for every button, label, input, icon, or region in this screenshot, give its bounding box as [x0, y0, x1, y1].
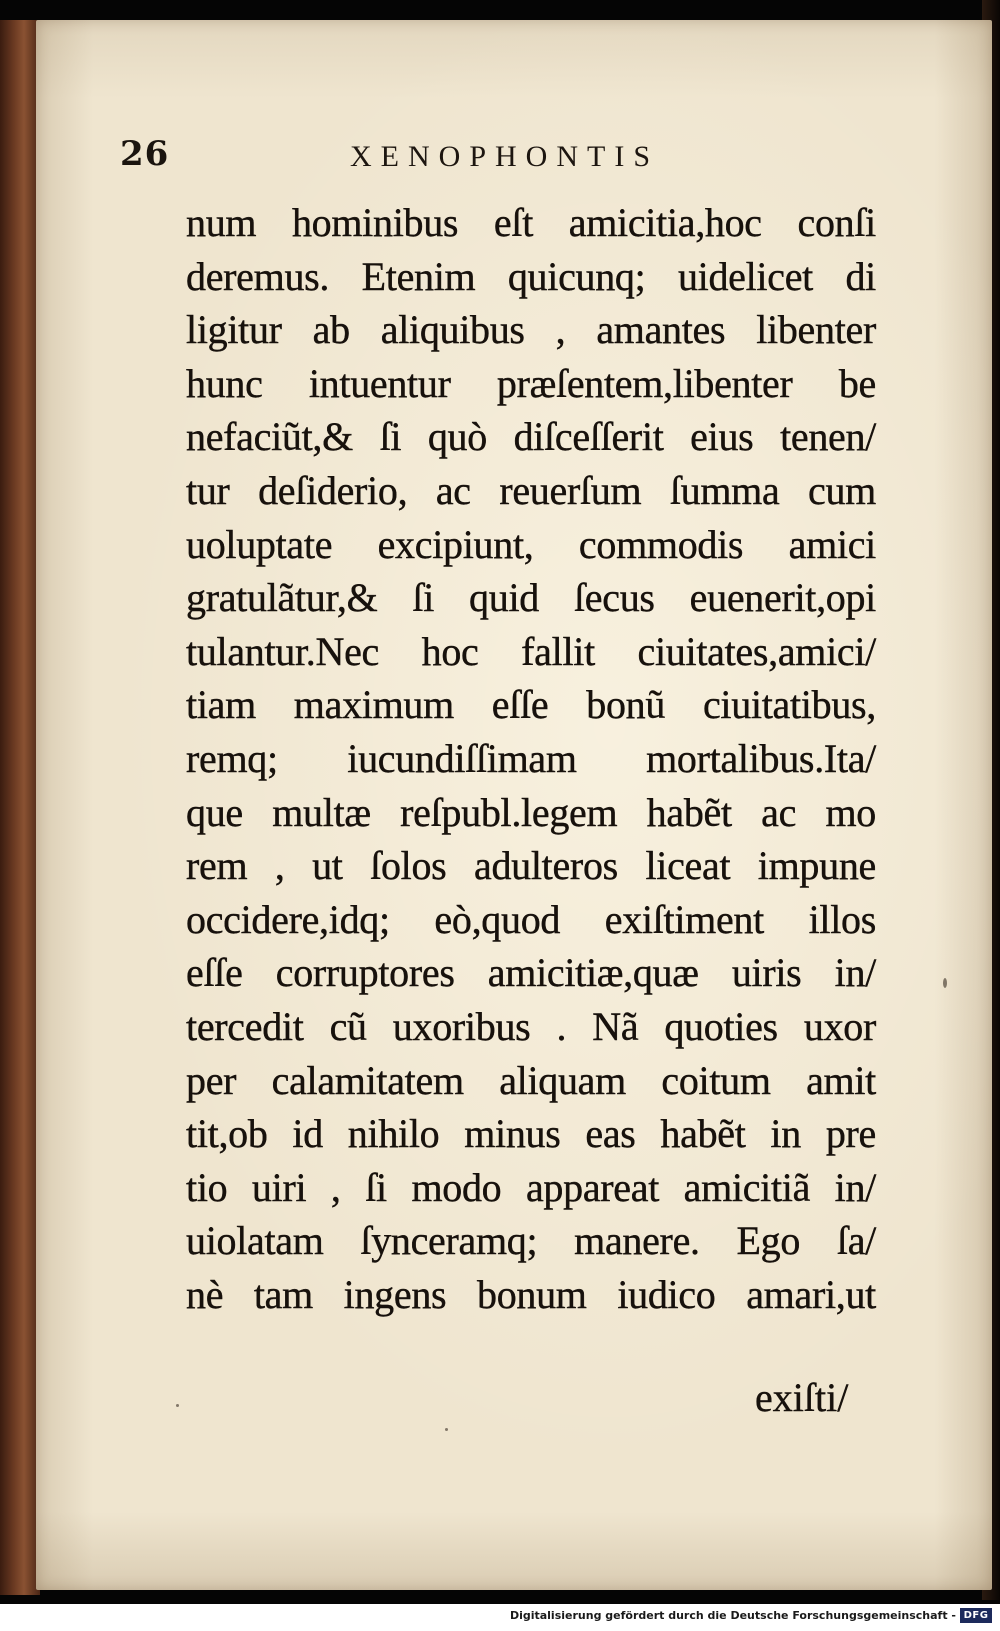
text-line: ligitur ab aliquibus , amantes libenter	[186, 307, 876, 353]
digitization-credit: Digitalisierung gefördert durch die Deutsche Forschungsgemeinschaft -	[509, 1609, 956, 1622]
paper-speck	[445, 1428, 448, 1431]
text-line: uoluptate excipiunt, commodis amici	[186, 521, 876, 567]
book-spine-edge	[0, 20, 40, 1595]
paper-speck	[943, 978, 947, 988]
text-line: per calamitatem aliquam coitum amit	[186, 1057, 876, 1103]
dfg-logo: DFG	[960, 1608, 992, 1623]
text-line: tercedit cũ uxoribus . Nã quoties uxor	[186, 1003, 876, 1049]
text-line: deremus. Etenim quicunq; uidelicet di	[186, 253, 876, 299]
text-line: nè tam ingens bonum iudico amari,ut	[186, 1271, 876, 1317]
text-line: occidere,idq; eò,quod exiſtiment illos	[186, 896, 876, 942]
text-line: tio uiri , ſi modo appareat amicitiã in/	[186, 1164, 876, 1210]
text-line: que multæ reſpubl.legem habẽt ac mo	[186, 789, 876, 835]
text-line: gratulãtur,& ſi quid ſecus euenerit,opi	[186, 575, 876, 621]
text-line: num hominibus eſt amicitia,hoc conſi	[186, 200, 876, 245]
text-line: remq; iucundiſſimam mortalibus.Ita/	[186, 735, 876, 781]
text-line: nefaciũt,& ſi quò diſceſſerit eius tenen/	[186, 414, 876, 460]
catchword: exiſti/	[755, 1375, 849, 1420]
text-line: tit,ob id nihilo minus eas habẽt in pre	[186, 1111, 876, 1157]
text-line: rem , ut ſolos adulteros liceat impune	[186, 843, 876, 889]
paper-speck	[176, 1404, 179, 1407]
text-line: hunc intuentur præſentem,libenter be	[186, 360, 876, 406]
text-line: eſſe corruptores amicitiæ,quæ uiris in/	[186, 950, 876, 996]
body-text	[186, 196, 876, 1321]
text-line: tiam maximum eſſe bonũ ciuitatibus,	[186, 682, 876, 728]
running-head: XENOPHONTIS	[350, 140, 659, 173]
text-line: uiolatam ſynceramq; manere. Ego ſa/	[186, 1218, 876, 1264]
page-number: 26	[120, 134, 170, 174]
text-line: tur deſiderio, ac reuerſum ſumma cum	[186, 467, 876, 513]
text-line: tulantur.Nec hoc fallit ciuitates,amici/	[186, 628, 876, 674]
